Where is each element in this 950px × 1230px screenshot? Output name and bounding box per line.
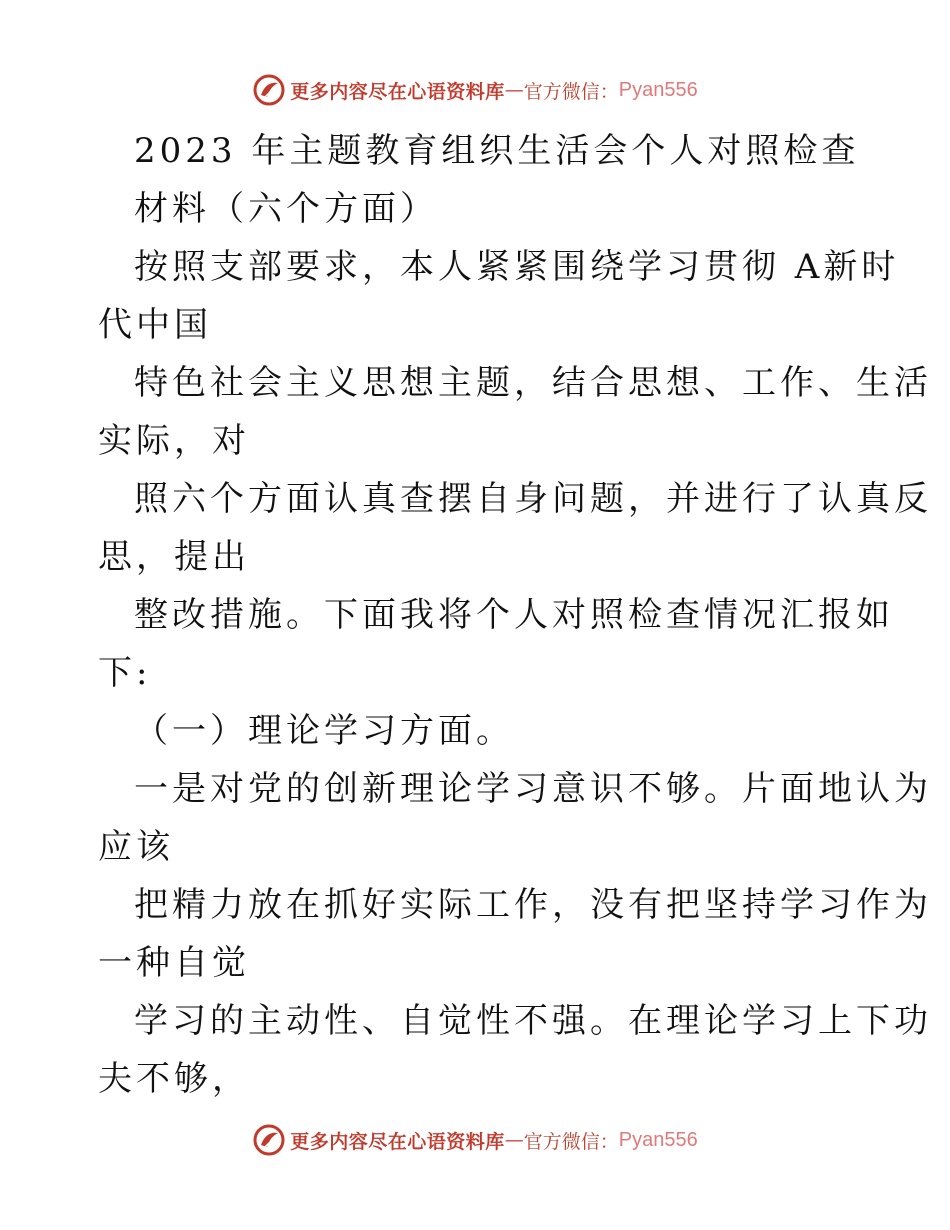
text-line: （一）理论学习方面。 — [134, 711, 514, 751]
text-line: 照六个方面认真查摆自身问题，并进行了认真反 — [134, 479, 932, 519]
text-line: 思，提出 — [98, 537, 250, 577]
text-line: 学习的主动性、自觉性不强。在理论学习上下功 — [134, 1001, 932, 1041]
text-line: 夫不够， — [98, 1059, 250, 1099]
banner-label: 官方微信： — [523, 1130, 619, 1153]
banner-text: 更多内容尽在心语资料库 — [290, 80, 505, 103]
text-line: 材料（六个方面） — [134, 189, 438, 229]
document-body — [0, 122, 950, 1108]
logo-icon — [252, 73, 286, 107]
text-line: 整改措施。下面我将个人对照检查情况汇报如 — [134, 595, 894, 635]
text-line: 应该 — [98, 827, 174, 867]
banner-separator: — — [504, 1129, 524, 1151]
logo-icon — [252, 1123, 286, 1157]
banner-label: 官方微信： — [523, 80, 619, 103]
banner-separator: — — [504, 79, 524, 101]
banner-wechat-id: Pyan556 — [618, 78, 698, 101]
text-line: 实际，对 — [98, 421, 250, 461]
banner-text: 更多内容尽在心语资料库 — [290, 1130, 505, 1153]
text-line: 把精力放在抓好实际工作，没有把坚持学习作为 — [134, 885, 932, 925]
banner-wechat-id: Pyan556 — [618, 1128, 698, 1151]
text-line: 下: — [98, 653, 152, 693]
text-line: 一种自觉 — [98, 943, 250, 983]
text-line: 按照支部要求，本人紧紧围绕学习贯彻 A新时 — [134, 247, 900, 287]
header-banner — [0, 70, 950, 110]
text-line: 2023 年主题教育组织生活会个人对照检查 — [134, 131, 860, 171]
text-line: 代中国 — [98, 305, 212, 345]
text-line: 特色社会主义思想主题，结合思想、工作、生活 — [134, 363, 932, 403]
text-line: 一是对党的创新理论学习意识不够。片面地认为 — [134, 769, 932, 809]
footer-banner — [0, 1120, 950, 1160]
